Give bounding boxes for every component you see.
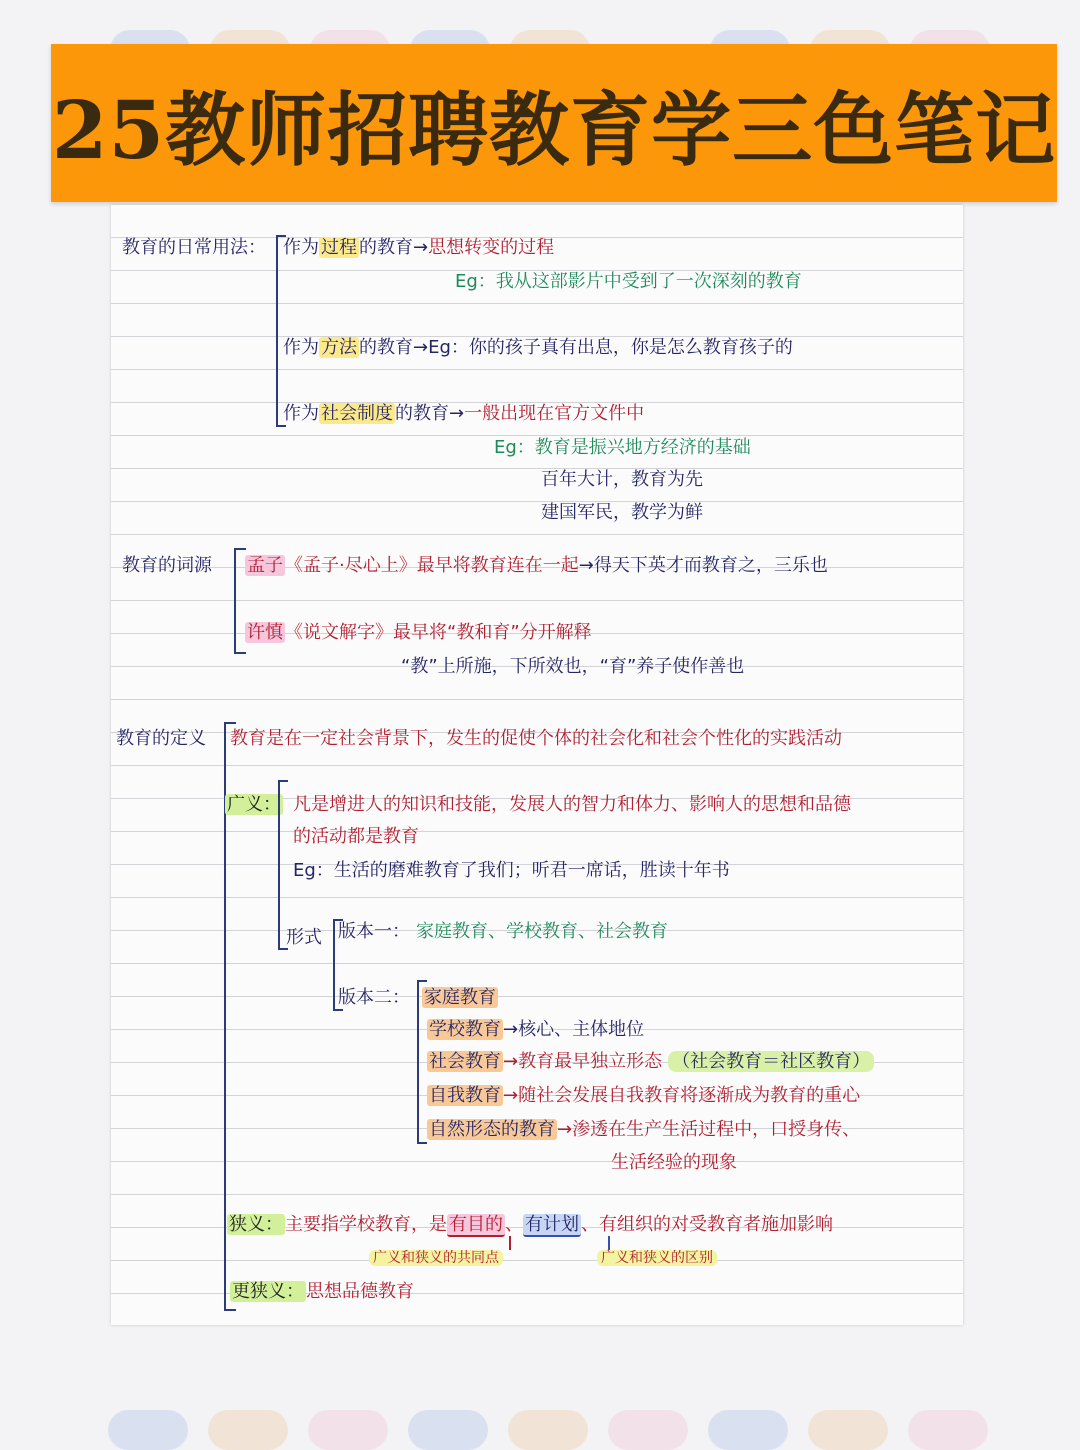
arrow-icon: → bbox=[449, 403, 465, 424]
broad-text-line-2: 的活动都是教育 bbox=[293, 826, 419, 847]
broad-label: 广义： bbox=[227, 794, 281, 815]
narrow-note-common-text: 广义和狭义的共同点 bbox=[369, 1250, 503, 1266]
etymology-xushen-name: 许慎 bbox=[247, 622, 283, 643]
forms-v2-item-name: 学校教育 bbox=[429, 1019, 501, 1040]
arrow-down-icon bbox=[608, 1236, 612, 1250]
usage-method-example: Eg：你的孩子真有出息，你是怎么教育孩子的 bbox=[428, 337, 793, 358]
forms-v2-item-natural-desc-2: 生活经验的现象 bbox=[611, 1152, 737, 1173]
forms-v2-item-desc: →核心、主体地位 bbox=[503, 1019, 645, 1040]
etymology-xushen-explain: “教”上所施，下所效也，“育”养子使作善也 bbox=[401, 656, 745, 677]
usage-process-result: 思想转变的过程 bbox=[428, 237, 555, 258]
usage-process-line bbox=[283, 237, 554, 259]
broad-text-line-1: 凡是增进人的知识和技能，发展人的智力和体力、影响人的思想和品德 bbox=[293, 794, 851, 815]
forms-v2-label: 版本二： bbox=[338, 987, 410, 1008]
usage-system-line bbox=[283, 403, 644, 425]
usage-system-example-3: 建国军民，教学为鲜 bbox=[541, 502, 703, 523]
usage-process-example: Eg：我从这部影片中受到了一次深刻的教育 bbox=[455, 271, 802, 292]
arrow-icon: → bbox=[578, 555, 594, 576]
definition-text: 教育是在一定社会背景下，发生的促使个体的社会化和社会个性化的实践活动 bbox=[230, 728, 842, 749]
usage-system-post: 的教育 bbox=[395, 403, 449, 424]
arrow-down-icon bbox=[509, 1236, 513, 1250]
narrow-purpose: 有目的 bbox=[449, 1214, 503, 1235]
narrower-label: 更狭义： bbox=[232, 1281, 304, 1302]
etymology-mencius-text: 《孟子·尽心上》最早将教育连在一起 bbox=[285, 555, 579, 576]
narrower-text: 思想品德教育 bbox=[306, 1281, 414, 1302]
usage-process-post: 的教育 bbox=[359, 237, 413, 258]
forms-v2-item-society bbox=[427, 1051, 874, 1073]
broad-line-1 bbox=[225, 794, 283, 816]
usage-system-result: 一般出现在官方文件中 bbox=[464, 403, 645, 424]
section-daily-usage-heading: 教育的日常用法： bbox=[122, 237, 266, 258]
narrow-plan: 有计划 bbox=[525, 1214, 579, 1235]
forms-v2-item-natural bbox=[427, 1119, 860, 1141]
title-banner bbox=[51, 44, 1057, 202]
forms-v2-item-note: （社会教育＝社区教育） bbox=[668, 1051, 874, 1072]
forms-v1-label: 版本一： bbox=[338, 921, 410, 942]
forms-v2-item-desc: →随社会发展自我教育将逐渐成为教育的重心 bbox=[503, 1085, 861, 1106]
usage-method-pre: 作为 bbox=[283, 337, 319, 358]
narrow-line bbox=[227, 1214, 833, 1236]
narrow-sep: 、 bbox=[505, 1214, 523, 1235]
etymology-mencius-quote: 得天下英才而教育之，三乐也 bbox=[593, 555, 828, 576]
etymology-xushen-text: 《说文解字》最早将“教和育”分开解释 bbox=[285, 622, 592, 643]
narrower-line bbox=[230, 1281, 414, 1303]
usage-system-example-1: Eg：教育是振兴地方经济的基础 bbox=[494, 437, 751, 458]
forms-v2-item-desc: →教育最早独立形态 bbox=[503, 1051, 663, 1072]
forms-v2-item-name: 自我教育 bbox=[429, 1085, 501, 1106]
forms-v2-item-school bbox=[427, 1019, 644, 1041]
arrow-icon: → bbox=[413, 237, 429, 258]
forms-v2-item-name: 自然形态的教育 bbox=[429, 1119, 555, 1140]
usage-method-key: 方法 bbox=[321, 337, 357, 358]
usage-process-pre: 作为 bbox=[283, 237, 319, 258]
usage-system-pre: 作为 bbox=[283, 403, 319, 424]
etymology-xushen-line bbox=[245, 622, 592, 644]
broad-example: Eg：生活的磨难教育了我们；听君一席话，胜读十年书 bbox=[293, 860, 730, 881]
bracket-broad bbox=[278, 780, 288, 950]
etymology-mencius-name: 孟子 bbox=[247, 555, 283, 576]
usage-system-key: 社会制度 bbox=[321, 403, 393, 424]
narrow-note-diff-text: 广义和狭义的区别 bbox=[597, 1250, 717, 1266]
forms-v2-item-family bbox=[422, 987, 498, 1009]
arrow-icon: → bbox=[413, 337, 429, 358]
page-title: 25教师招聘教育学三色笔记 bbox=[51, 82, 1057, 177]
narrow-note-diff bbox=[597, 1249, 717, 1267]
note-sheet bbox=[111, 205, 963, 1325]
usage-method-post: 的教育 bbox=[359, 337, 413, 358]
forms-v2-item-self bbox=[427, 1085, 860, 1107]
bracket-daily-usage bbox=[276, 235, 286, 427]
narrow-text-post: 、有组织的对受教育者施加影响 bbox=[581, 1214, 833, 1235]
forms-version-1 bbox=[338, 921, 668, 943]
narrow-text-pre: 主要指学校教育，是 bbox=[285, 1214, 447, 1235]
usage-process-key: 过程 bbox=[321, 237, 357, 258]
section-definition-heading: 教育的定义 bbox=[116, 728, 206, 749]
forms-v2-item-name: 社会教育 bbox=[429, 1051, 501, 1072]
section-etymology-heading: 教育的词源 bbox=[122, 555, 212, 576]
etymology-mencius-line bbox=[245, 555, 828, 577]
usage-method-line bbox=[283, 337, 793, 359]
usage-system-example-2: 百年大计，教育为先 bbox=[541, 469, 703, 490]
narrow-note-common bbox=[369, 1249, 503, 1267]
narrow-label: 狭义： bbox=[229, 1214, 283, 1235]
forms-v1-text: 家庭教育、学校教育、社会教育 bbox=[416, 921, 668, 942]
forms-v2-item-name: 家庭教育 bbox=[424, 987, 496, 1008]
forms-v2-item-desc: →渗透在生产生活过程中，口授身传、 bbox=[557, 1119, 861, 1140]
forms-label: 形式 bbox=[286, 927, 322, 948]
bottom-decorative-dots bbox=[0, 1410, 1080, 1450]
